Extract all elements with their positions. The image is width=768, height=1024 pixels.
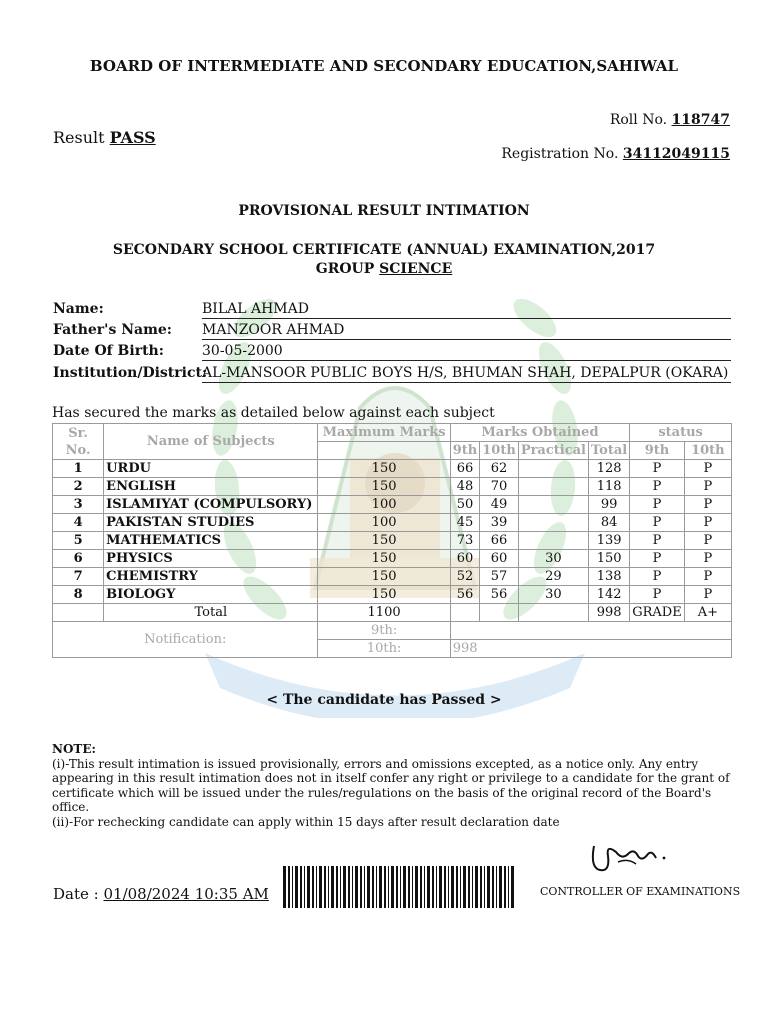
barcode-bar [451,866,454,908]
grade-value: A+ [684,604,731,622]
candidate-name-row [53,300,731,320]
subject-cell: MATHEMATICS [104,532,318,550]
institution-district: AL-MANSOOR PUBLIC BOYS H/S, BHUMAN SHAH, DEPALPUR (OKARA) [202,365,731,383]
max-marks-cell: 150 [318,532,450,550]
sr-no-cell: 8 [53,586,104,604]
note-line-2: (ii)-For rechecking candidate can apply within 15 days after result declaration date [52,814,560,829]
ninth-marks-cell: 45 [450,514,480,532]
sr-no-cell: 3 [53,496,104,514]
barcode-bar [475,866,478,908]
practical-marks-cell: 30 [518,550,588,568]
table-row [53,460,732,478]
header-10th: 10th [480,442,519,460]
status-10th-cell: P [684,460,731,478]
issue-date [53,885,269,903]
sr-no-cell: 1 [53,460,104,478]
group-label: GROUP [315,261,375,277]
candidate-name: BILAL AHMAD [202,301,731,319]
tenth-marks-cell: 56 [480,586,519,604]
barcode-bar [319,866,322,908]
barcode-bar [408,866,410,908]
status-9th-cell: P [630,586,684,604]
barcode-bar [348,866,350,908]
marks-body [53,460,732,604]
practical-marks-cell: 29 [518,568,588,586]
barcode-bar [384,866,386,908]
status-10th-cell: P [684,586,731,604]
barcode-bar [372,866,374,908]
header-blank [318,442,450,460]
subject-cell: ISLAMIYAT (COMPULSORY) [104,496,318,514]
header-max-marks: Maximum Marks [318,424,450,442]
barcode-bar [415,866,418,908]
tenth-marks-cell: 57 [480,568,519,586]
barcode-bar [340,866,341,908]
table-row [53,478,732,496]
total-obtained: 998 [589,604,630,622]
registration-number [501,146,730,162]
status-9th-cell: P [630,550,684,568]
ninth-marks-cell: 56 [450,586,480,604]
status-10th-cell: P [684,478,731,496]
notification-label: Notification: [53,622,318,658]
barcode-bar [424,866,425,908]
tenth-marks-cell: 39 [480,514,519,532]
tenth-marks-cell: 70 [480,478,519,496]
barcode-bar [396,866,398,908]
status-9th-cell: P [630,532,684,550]
barcode-bar [499,866,502,908]
subject-cell: BIOLOGY [104,586,318,604]
barcode-bar [324,866,326,908]
practical-marks-cell [518,496,588,514]
date-value: 01/08/2024 10:35 AM [103,885,269,903]
ninth-marks-cell: 50 [450,496,480,514]
barcode-bar [427,866,430,908]
barcode-bar [460,866,461,908]
barcode-bar [480,866,482,908]
barcode-bar [403,866,406,908]
sr-no-cell: 5 [53,532,104,550]
status-9th-cell: P [630,514,684,532]
barcode-bar [312,866,314,908]
header-status-10th: 10th [684,442,731,460]
barcode-bar [307,866,310,908]
table-row [53,550,732,568]
tenth-marks-cell: 60 [480,550,519,568]
barcode-bar [328,866,329,908]
note-block [52,742,734,829]
barcode-bar [492,866,494,908]
barcode-bar [316,866,317,908]
barcode-bar [504,866,506,908]
barcode-bar [288,866,290,908]
header-9th: 9th [450,442,480,460]
barcode-bar [336,866,338,908]
barcode-bar [352,866,353,908]
table-row [53,496,732,514]
notification-9th-label: 9th: [318,622,450,640]
field-label: Date Of Birth: [53,343,164,359]
total-marks-cell: 99 [589,496,630,514]
practical-marks-cell: 30 [518,586,588,604]
subject-cell: PHYSICS [104,550,318,568]
roll-label: Roll No. [609,112,668,128]
barcode-bar [400,866,401,908]
group-value: SCIENCE [379,261,453,277]
total-blank [53,604,104,622]
barcode-bar [436,866,437,908]
status-10th-cell: P [684,514,731,532]
registration-value: 34112049115 [622,146,730,162]
barcode-bar [304,866,305,908]
barcode-bar [484,866,485,908]
note-title: NOTE: [52,742,96,756]
barcode-bar [376,866,377,908]
table-row [53,514,732,532]
notification-10th-label: 10th: [318,640,450,658]
barcode-bar [367,866,370,908]
barcode-bar [444,866,446,908]
ninth-marks-cell: 60 [450,550,480,568]
table-row [53,586,732,604]
barcode-bar [412,866,413,908]
header-sr-no: Sr. No. [53,424,104,460]
barcode-bar [463,866,466,908]
passed-statement: < The candidate has Passed > [266,692,502,708]
barcode-bar [391,866,394,908]
header-status-9th: 9th [630,442,684,460]
status-9th-cell: P [630,460,684,478]
father-name-row [53,321,731,341]
table-header-row [53,424,732,442]
ninth-marks-cell: 52 [450,568,480,586]
institution-row [53,364,731,384]
result-label: Result [53,128,105,147]
table-row [53,568,732,586]
controller-title: CONTROLLER OF EXAMINATIONS [540,885,741,898]
grade-label: GRADE [630,604,684,622]
barcode-bar [364,866,365,908]
header-practical: Practical [518,442,588,460]
field-label: Father's Name: [53,322,172,338]
max-marks-cell: 100 [318,496,450,514]
field-label: Institution/District: [53,365,208,381]
status-9th-cell: P [630,496,684,514]
result-status [53,128,156,147]
total-row [53,604,732,622]
ninth-marks-cell: 73 [450,532,480,550]
sr-no-cell: 2 [53,478,104,496]
status-10th-cell: P [684,550,731,568]
practical-marks-cell [518,514,588,532]
barcode-bar [468,866,470,908]
dob-row [53,342,731,362]
ninth-marks-cell: 66 [450,460,480,478]
date-of-birth: 30-05-2000 [202,343,731,361]
total-marks-cell: 139 [589,532,630,550]
status-9th-cell: P [630,568,684,586]
barcode-bar [420,866,422,908]
header-status: status [630,424,732,442]
tenth-marks-cell: 49 [480,496,519,514]
total-marks-cell: 128 [589,460,630,478]
total-10th-blank [480,604,519,622]
barcode-bar [360,866,362,908]
subject-cell: PAKISTAN STUDIES [104,514,318,532]
total-marks-cell: 150 [589,550,630,568]
max-marks-cell: 150 [318,550,450,568]
notification-9th-value [450,622,731,640]
barcode-bar [292,866,293,908]
total-marks-cell: 138 [589,568,630,586]
total-marks-cell: 142 [589,586,630,604]
group-line [0,261,768,277]
max-marks-cell: 150 [318,460,450,478]
sr-no-cell: 6 [53,550,104,568]
field-label: Name: [53,301,104,317]
max-marks-cell: 100 [318,514,450,532]
barcode-bar [432,866,434,908]
barcode-bar [456,866,458,908]
total-label: Total [104,604,318,622]
barcode-bar [487,866,490,908]
ninth-marks-cell: 48 [450,478,480,496]
total-marks-cell: 118 [589,478,630,496]
max-marks-cell: 150 [318,586,450,604]
subject-cell: ENGLISH [104,478,318,496]
status-9th-cell: P [630,478,684,496]
barcode-bar [283,866,286,908]
total-marks-cell: 84 [589,514,630,532]
sr-no-cell: 4 [53,514,104,532]
exam-title: SECONDARY SCHOOL CERTIFICATE (ANNUAL) EXAMINATION,2017 [112,242,656,258]
practical-marks-cell [518,460,588,478]
barcode-bar [496,866,497,908]
table-row [53,532,732,550]
barcode-bar [355,866,358,908]
max-marks-cell: 150 [318,478,450,496]
tenth-marks-cell: 62 [480,460,519,478]
result-value: PASS [109,128,156,147]
header-marks-obtained: Marks Obtained [450,424,630,442]
status-10th-cell: P [684,496,731,514]
date-label: Date : [53,885,99,903]
barcode-bar [508,866,509,908]
barcode-bar [379,866,382,908]
notification-10th-value: 998 [450,640,731,658]
roll-number [610,112,730,128]
total-9th-blank [450,604,480,622]
total-max: 1100 [318,604,450,622]
controller-signature [588,838,678,878]
roll-value: 118747 [671,112,730,128]
marks-table [52,423,732,658]
barcode-bar [448,866,449,908]
barcode-bar [439,866,442,908]
provisional-title: PROVISIONAL RESULT INTIMATION [238,203,530,219]
father-name: MANZOOR AHMAD [202,322,731,340]
practical-marks-cell [518,478,588,496]
subject-cell: URDU [104,460,318,478]
header-subject: Name of Subjects [104,424,318,460]
subject-cell: CHEMISTRY [104,568,318,586]
barcode [283,866,515,908]
barcode-bar [295,866,298,908]
secured-statement: Has secured the marks as detailed below against each subject [52,405,495,421]
status-10th-cell: P [684,568,731,586]
tenth-marks-cell: 66 [480,532,519,550]
board-title: BOARD OF INTERMEDIATE AND SECONDARY EDUCATION,SAHIWAL [89,57,679,75]
barcode-bar [472,866,473,908]
notification-row-9th [53,622,732,640]
sr-no-cell: 7 [53,568,104,586]
barcode-bar [343,866,346,908]
registration-label: Registration No. [501,146,619,162]
barcode-bar [300,866,302,908]
max-marks-cell: 150 [318,568,450,586]
header-total: Total [589,442,630,460]
barcode-bar [331,866,334,908]
total-practical-blank [518,604,588,622]
practical-marks-cell [518,532,588,550]
barcode-bar [511,866,514,908]
barcode-bar [388,866,389,908]
status-10th-cell: P [684,532,731,550]
note-line-1: (i)-This result intimation is issued provisionally, errors and omissions excepted, as a notice only. Any entry appearing in this result intimation does not in itself confer any right or privilege to a candidate for the grant of certificate which will be issued under the rules/regulations on the basis of the original record of the Board's office. [52,756,730,814]
